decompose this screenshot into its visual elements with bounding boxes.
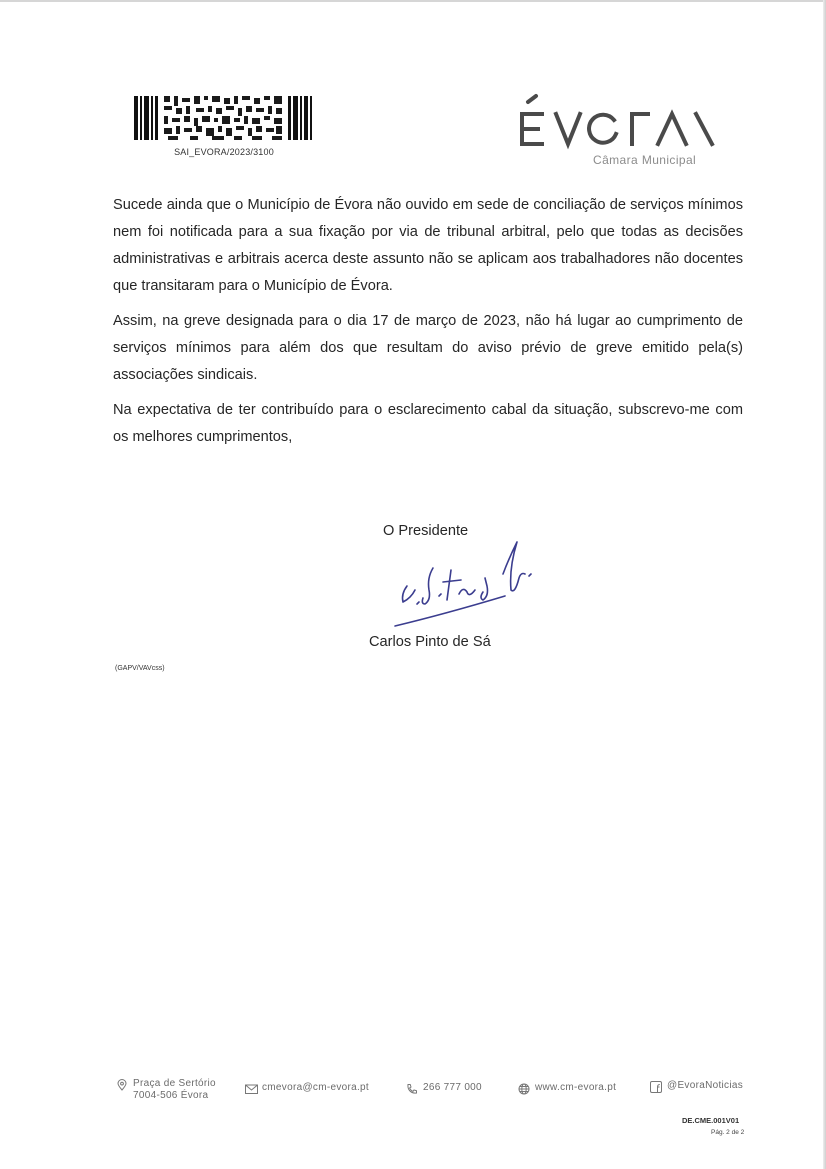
address-street: Praça de Sertório: [133, 1078, 216, 1089]
phone-number: 266 777 000: [423, 1082, 482, 1093]
footer-address: [116, 1078, 216, 1102]
paragraph: Na expectativa de ter contribuído para o esclarecimento cabal da situação, subscrevo-me com os melhores cumprimentos,: [113, 402, 743, 445]
location-pin-icon: [116, 1079, 128, 1091]
footer-website[interactable]: [518, 1082, 616, 1095]
internal-reference: (GAPV/VAVcss): [115, 665, 165, 672]
globe-icon: [518, 1083, 530, 1095]
mail-icon: [245, 1083, 257, 1095]
social-handle[interactable]: @EvoraNoticias: [667, 1080, 744, 1091]
social-icon: [650, 1081, 662, 1093]
signatory-name: Carlos Pinto de Sá: [369, 634, 491, 650]
email-link[interactable]: cmevora@cm-evora.pt: [262, 1082, 369, 1093]
letterhead-footer: [116, 1078, 756, 1108]
address-postcode: 7004-506 Évora: [133, 1090, 209, 1101]
phone-icon: [406, 1083, 418, 1095]
barcode-image: [134, 96, 312, 140]
letter-body: [113, 192, 743, 459]
page-number: Pág. 2 de 2: [711, 1129, 745, 1136]
footer-email[interactable]: [245, 1082, 369, 1095]
document-code: DE.CME.001V01: [682, 1116, 740, 1125]
footer-social[interactable]: [650, 1080, 743, 1093]
barcode-label: SAI_EVORA/2023/3100: [174, 147, 274, 157]
website-link[interactable]: www.cm-evora.pt: [535, 1082, 617, 1093]
municipality-logo: [516, 90, 716, 170]
document-barcode: [134, 96, 314, 157]
logo-subtitle: Câmara Municipal: [593, 153, 697, 167]
evora-wordmark: [516, 90, 716, 150]
footer-phone: [406, 1082, 482, 1095]
scan-border-top: [0, 0, 826, 2]
paragraph: Sucede ainda que o Município de Évora não ouvido em sede de conciliação de serviços mínimos nem foi notificada para a sua fixação por via de tribunal arbitral, pelo que todas as decisões administrativas e arbitrais acerca deste assunto não se aplicam aos trabalhadores não docentes que transitaram para o Município de Évora.: [113, 197, 743, 294]
paragraph: Assim, na greve designada para o dia 17 de março de 2023, não há lugar ao cumprimento de serviços mínimos para além dos que resultam do aviso prévio de greve emitido pela(s) associações sindicais.: [113, 313, 743, 383]
signatory-role: O Presidente: [383, 523, 469, 539]
handwritten-signature: [385, 538, 545, 638]
